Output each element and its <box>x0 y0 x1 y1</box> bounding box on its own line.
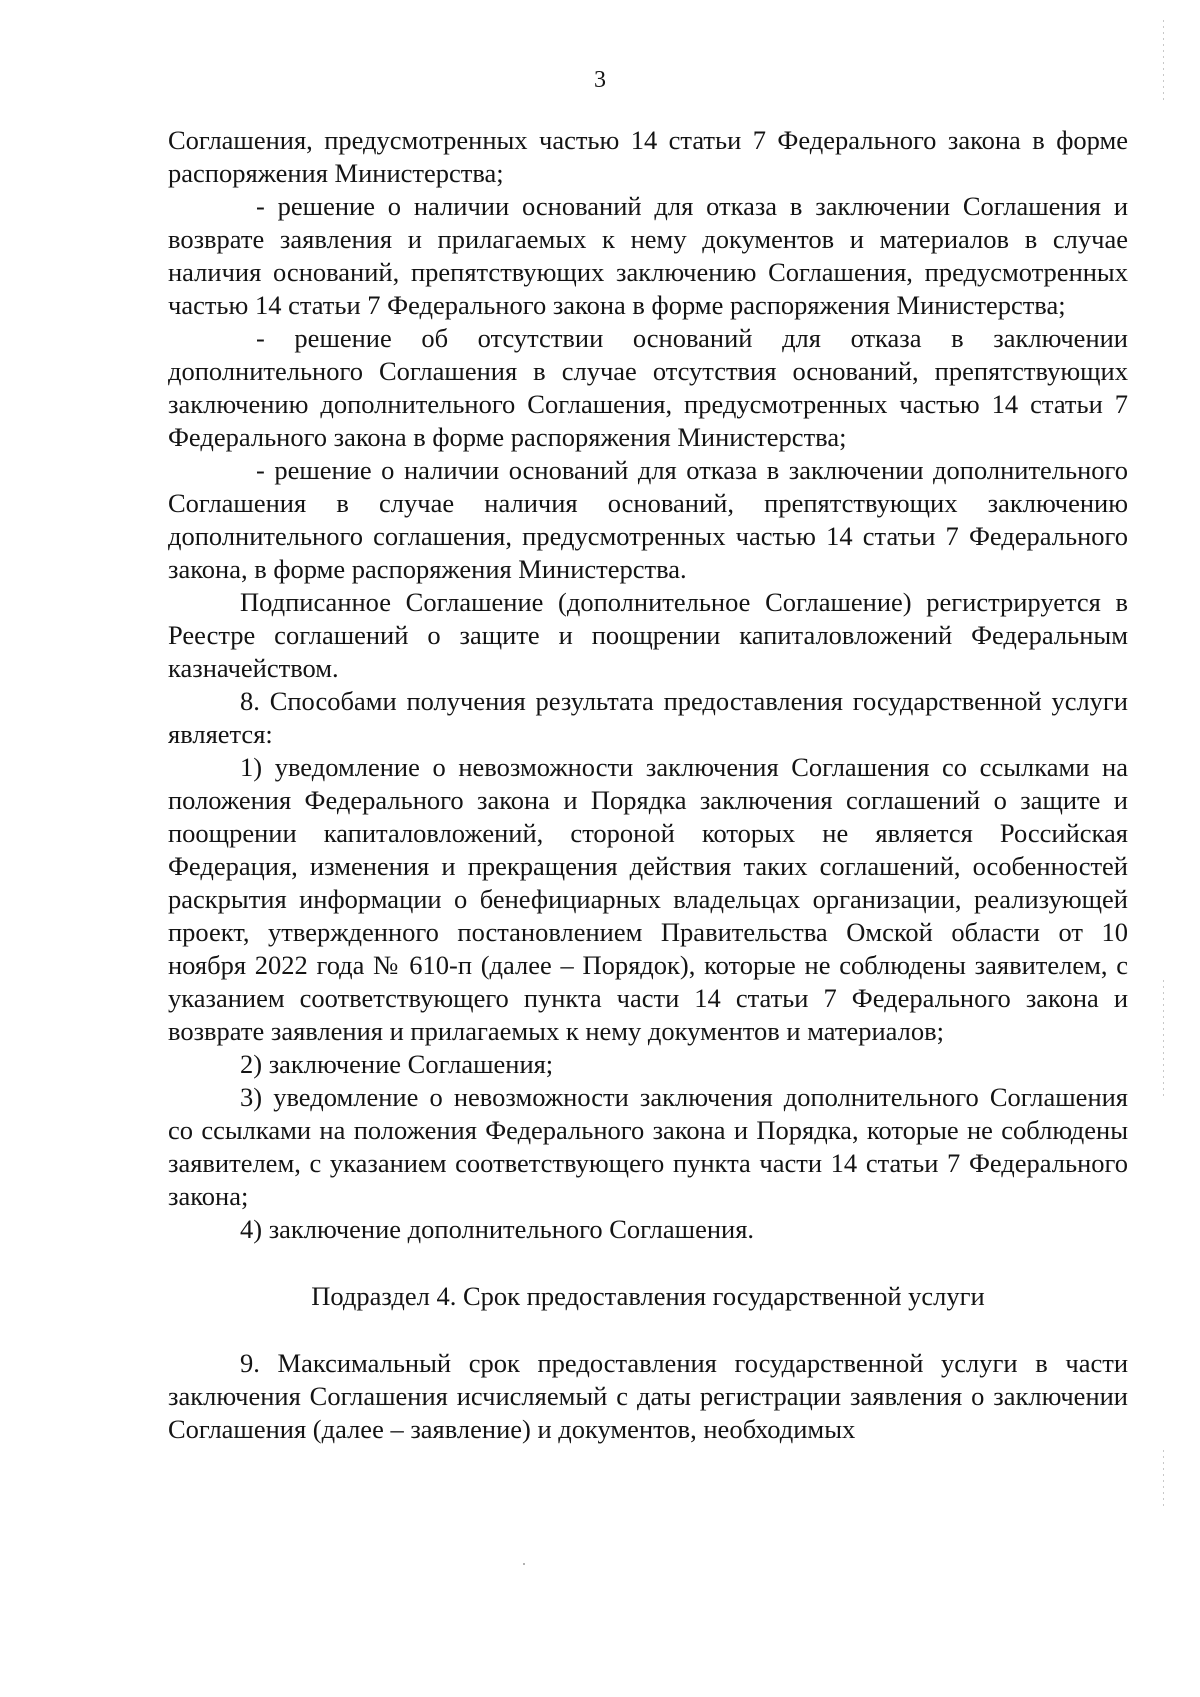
scan-edge-mark <box>1163 20 1164 100</box>
paragraph-registration: Подписанное Соглашение (дополнительное Соглашение) регистрируется в Реестре соглашений о защите и поощрении капиталовложений Федеральным казначейством. <box>168 587 1128 683</box>
list-item-1: 1) уведомление о невозможности заключения Соглашения со ссылками на положения Федерального закона и Порядка заключения соглашений о защите и поощрении капиталовложений, стороной которых не является Российская Федерация, изменения и прекращения действия таких соглашений, особенностей раскрытия информации о бенефициарных владельцах организации, реализующей проект, утвержденного постановлением Правительства Омской области от 10 ноября 2022 года № 610-п (далее – Порядок), которые не соблюдены заявителем, с указанием соответствующего пункта части 14 статьи 7 Федерального закона и возврате заявления и прилагаемых к нему документов и материалов; <box>168 752 1128 1046</box>
paragraph-item-9: 9. Максимальный срок предоставления государственной услуги в части заключения Соглашения исчисляемый с даты регистрации заявления о заключении Соглашения (далее – заявление) и документов, необходимых <box>168 1348 1128 1444</box>
paragraph-refusal-decision: - решение о наличии оснований для отказа в заключении Соглашения и возврате заявления и прилагаемых к нему документов и материалов в случае наличия оснований, препятствующих заключению Соглашения, предусмотренных частью 14 статьи 7 Федерального закона в форме распоряжения Министерства; <box>168 191 1128 320</box>
paragraph-no-grounds-additional: - решение об отсутствии оснований для отказа в заключении дополнительного Соглашения в случае отсутствия оснований, препятствующих заключению дополнительного Соглашения, предусмотренных частью 14 статьи 7 Федерального закона в форме распоряжения Министерства; <box>168 323 1128 452</box>
scan-dot-mark <box>523 1563 525 1565</box>
page-number: 3 <box>594 67 606 93</box>
paragraph-grounds-additional: - решение о наличии оснований для отказа в заключении дополнительного Соглашения в случае наличия оснований, препятствующих заключению дополнительного соглашения, предусмотренных частью 14 статьи 7 Федерального закона, в форме распоряжения Министерства. <box>168 455 1128 584</box>
list-item-4: 4) заключение дополнительного Соглашения. <box>240 1214 755 1244</box>
scan-edge-mark <box>1163 1450 1164 1510</box>
paragraph-continuation: Соглашения, предусмотренных частью 14 статьи 7 Федерального закона в форме распоряжения Министерства; <box>168 125 1128 188</box>
document-body <box>168 124 1128 1446</box>
list-item-3: 3) уведомление о невозможности заключения дополнительного Соглашения со ссылками на положения Федерального закона и Порядка, которые не соблюдены заявителем, с указанием соответствующего пункта части 14 статьи 7 Федерального закона; <box>168 1082 1128 1211</box>
paragraph-item-8: 8. Способами получения результата предоставления государственной услуги является: <box>168 686 1128 749</box>
list-item-2: 2) заключение Соглашения; <box>240 1049 554 1079</box>
subsection-heading: Подраздел 4. Срок предоставления государственной услуги <box>311 1281 985 1311</box>
scan-edge-mark <box>1163 980 1164 1100</box>
